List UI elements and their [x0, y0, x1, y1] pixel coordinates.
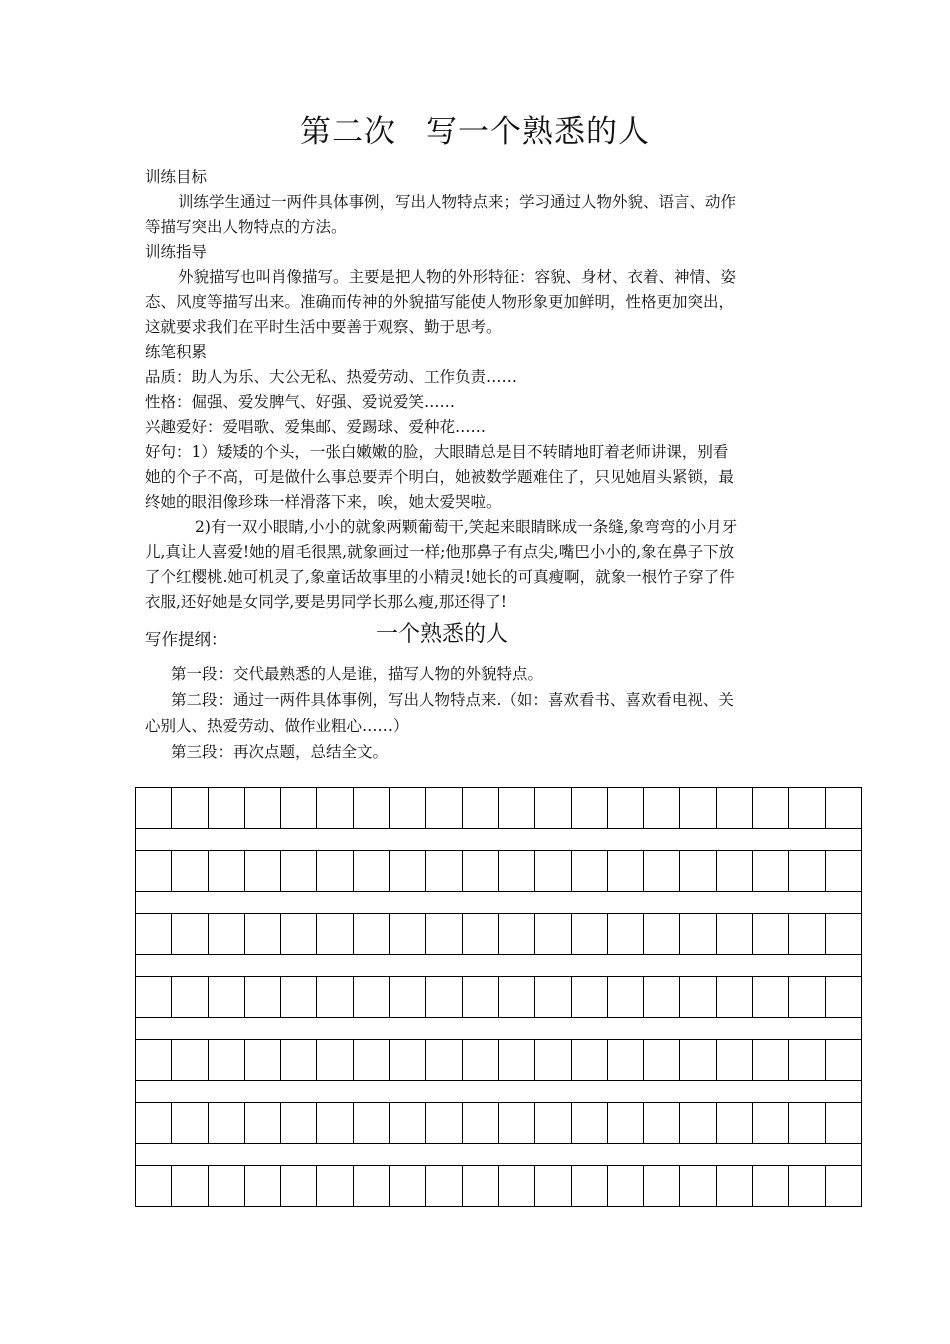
- outline-paragraph-2-cont: 心别人、热爱劳动、做作业粗心……）: [145, 717, 409, 735]
- grid-cell: [499, 1040, 535, 1080]
- grid-cell: [680, 1166, 716, 1206]
- good-sentence-line: 2)有一双小眼睛,小小的就象两颗葡萄干,笑起来眼睛眯成一条缝,象弯弯的小月牙: [195, 518, 738, 536]
- grid-cell: [680, 851, 716, 891]
- grid-row-gap: [135, 1018, 862, 1039]
- training-goal-line: 等描写突出人物特点的方法。: [145, 218, 347, 236]
- grid-cell: [245, 1103, 281, 1143]
- grid-cell: [172, 977, 208, 1017]
- grid-cell: [172, 788, 208, 828]
- grid-cell: [136, 1040, 172, 1080]
- grid-cell: [826, 1040, 861, 1080]
- grid-cell: [572, 914, 608, 954]
- grid-cell: [535, 851, 571, 891]
- grid-cell: [172, 1103, 208, 1143]
- training-guide-section: [145, 240, 808, 340]
- outline-paragraph-1: 第一段：交代最熟悉的人是谁，描写人物的外貌特点。: [171, 665, 544, 683]
- grid-cell: [789, 977, 825, 1017]
- grid-cell: [717, 977, 753, 1017]
- grid-row: [135, 976, 862, 1018]
- grid-cell: [390, 914, 426, 954]
- training-goal-line: 训练学生通过一两件具体事例，写出人物特点来；学习通过人物外貌、语言、动作: [178, 193, 737, 211]
- grid-cell: [572, 1166, 608, 1206]
- grid-cell: [209, 851, 245, 891]
- grid-cell: [136, 851, 172, 891]
- grid-cell: [789, 914, 825, 954]
- training-goal-section: [145, 165, 808, 240]
- grid-cell: [608, 788, 644, 828]
- grid-cell: [826, 851, 861, 891]
- quality-words: 品质：助人为乐、大公无私、热爱劳动、工作负责……: [145, 368, 518, 386]
- grid-cell: [499, 977, 535, 1017]
- grid-cell: [172, 1040, 208, 1080]
- outline-paragraph-2: 第二段：通过一两件具体事例，写出人物特点来.（如：喜欢看书、喜欢看电视、关: [171, 691, 734, 709]
- grid-cell: [463, 1103, 499, 1143]
- grid-cell: [717, 851, 753, 891]
- training-guide-line: 外貌描写也叫肖像描写。主要是把人物的外形特征：容貌、身材、衣着、神情、姿: [178, 268, 737, 286]
- grid-row: [135, 1102, 862, 1144]
- outline-label: 写作提纲：: [145, 630, 228, 649]
- training-guide-line: 态、风度等描写出来。准确而传神的外貌描写能使人物形象更加鲜明，性格更加突出，: [145, 293, 735, 311]
- good-sentence-line: 终她的眼泪像珍珠一样滑落下来，唉，她太爱哭啦。: [145, 493, 502, 511]
- grid-cell: [680, 1103, 716, 1143]
- grid-cell: [608, 851, 644, 891]
- grid-cell: [245, 788, 281, 828]
- grid-cell: [281, 1166, 317, 1206]
- grid-row: [135, 787, 862, 829]
- grid-cell: [317, 1166, 353, 1206]
- grid-row-gap: [135, 955, 862, 976]
- grid-cell: [535, 1040, 571, 1080]
- grid-cell: [535, 914, 571, 954]
- outline-title: 一个熟悉的人: [376, 622, 509, 647]
- grid-cell: [390, 1166, 426, 1206]
- grid-cell: [426, 1040, 462, 1080]
- grid-cell: [209, 1103, 245, 1143]
- grid-row: [135, 913, 862, 955]
- grid-row-gap: [135, 1081, 862, 1102]
- grid-cell: [426, 1166, 462, 1206]
- grid-cell: [390, 977, 426, 1017]
- grid-cell: [354, 977, 390, 1017]
- grid-cell: [136, 1103, 172, 1143]
- grid-cell: [789, 1166, 825, 1206]
- grid-cell: [680, 1040, 716, 1080]
- grid-cell: [317, 914, 353, 954]
- grid-cell: [572, 977, 608, 1017]
- grid-cell: [789, 788, 825, 828]
- training-guide-line: 这就要求我们在平时生活中要善于观察、勤于思考。: [145, 318, 502, 336]
- grid-cell: [717, 788, 753, 828]
- grid-cell: [680, 788, 716, 828]
- grid-cell: [281, 1040, 317, 1080]
- grid-cell: [426, 851, 462, 891]
- grid-cell: [789, 1040, 825, 1080]
- good-sentence-line: 好句：1）矮矮的个头，一张白嫩嫩的脸，大眼睛总是目不转睛地盯着老师讲课，别看: [145, 443, 729, 461]
- grid-cell: [753, 788, 789, 828]
- grid-row-gap: [135, 1144, 862, 1165]
- good-sentence-line: 了个红樱桃.她可机灵了,象童话故事里的小精灵!她长的可真瘦啊，就象一根竹子穿了件: [145, 568, 735, 586]
- grid-cell: [499, 788, 535, 828]
- grid-cell: [172, 851, 208, 891]
- grid-cell: [644, 788, 680, 828]
- grid-cell: [209, 1040, 245, 1080]
- grid-cell: [354, 851, 390, 891]
- grid-cell: [209, 977, 245, 1017]
- grid-cell: [644, 977, 680, 1017]
- grid-cell: [535, 788, 571, 828]
- grid-cell: [172, 914, 208, 954]
- training-goal-heading: 训练目标: [145, 168, 208, 186]
- grid-cell: [753, 977, 789, 1017]
- grid-cell: [572, 788, 608, 828]
- grid-cell: [354, 914, 390, 954]
- grid-cell: [644, 1103, 680, 1143]
- grid-cell: [390, 1103, 426, 1143]
- grid-cell: [354, 1166, 390, 1206]
- grid-cell: [463, 851, 499, 891]
- grid-cell: [608, 1040, 644, 1080]
- grid-cell: [826, 788, 861, 828]
- grid-cell: [717, 1103, 753, 1143]
- grid-row: [135, 1165, 862, 1207]
- grid-cell: [281, 788, 317, 828]
- grid-cell: [608, 914, 644, 954]
- grid-cell: [245, 977, 281, 1017]
- grid-cell: [535, 1103, 571, 1143]
- grid-cell: [136, 914, 172, 954]
- grid-row: [135, 850, 862, 892]
- grid-cell: [463, 1040, 499, 1080]
- grid-cell: [209, 1166, 245, 1206]
- grid-cell: [644, 1040, 680, 1080]
- grid-cell: [608, 1166, 644, 1206]
- grid-cell: [463, 788, 499, 828]
- grid-cell: [136, 977, 172, 1017]
- grid-cell: [281, 914, 317, 954]
- grid-cell: [390, 788, 426, 828]
- hobby-words: 兴趣爱好：爱唱歌、爱集邮、爱踢球、爱种花……: [145, 418, 487, 436]
- practice-section: [145, 340, 808, 615]
- grid-cell: [644, 914, 680, 954]
- grid-cell: [317, 977, 353, 1017]
- grid-cell: [245, 851, 281, 891]
- grid-cell: [608, 1103, 644, 1143]
- grid-cell: [354, 788, 390, 828]
- grid-cell: [426, 977, 462, 1017]
- grid-cell: [281, 851, 317, 891]
- page-title: [0, 106, 950, 151]
- grid-row-gap: [135, 892, 862, 913]
- grid-cell: [463, 1166, 499, 1206]
- grid-cell: [281, 1103, 317, 1143]
- grid-cell: [245, 914, 281, 954]
- practice-heading: 练笔积累: [145, 343, 208, 361]
- grid-cell: [753, 1040, 789, 1080]
- grid-cell: [789, 1103, 825, 1143]
- grid-cell: [753, 851, 789, 891]
- grid-cell: [826, 1166, 861, 1206]
- grid-cell: [789, 851, 825, 891]
- grid-cell: [209, 914, 245, 954]
- grid-cell: [753, 1103, 789, 1143]
- grid-cell: [499, 914, 535, 954]
- good-sentence-line: 儿,真让人喜爱!她的眉毛很黑,就象画过一样;他那鼻子有点尖,嘴巴小小的,象在鼻子下放: [145, 543, 735, 561]
- title-lesson: 第二次: [300, 114, 396, 150]
- grid-cell: [572, 851, 608, 891]
- grid-cell: [499, 1103, 535, 1143]
- grid-cell: [644, 851, 680, 891]
- grid-cell: [390, 851, 426, 891]
- grid-cell: [572, 1103, 608, 1143]
- grid-cell: [354, 1103, 390, 1143]
- grid-cell: [281, 977, 317, 1017]
- grid-cell: [717, 914, 753, 954]
- grid-cell: [390, 1040, 426, 1080]
- grid-cell: [317, 1103, 353, 1143]
- outline-paragraph-3: 第三段：再次点题，总结全文。: [171, 743, 389, 761]
- grid-cell: [644, 1166, 680, 1206]
- grid-cell: [535, 1166, 571, 1206]
- grid-cell: [753, 914, 789, 954]
- grid-cell: [680, 914, 716, 954]
- grid-cell: [209, 788, 245, 828]
- grid-cell: [317, 1040, 353, 1080]
- grid-cell: [753, 1166, 789, 1206]
- title-topic: 写一个熟悉的人: [426, 114, 650, 150]
- character-words: 性格：倔强、爱发脾气、好强、爱说爱笑……: [145, 393, 456, 411]
- grid-cell: [245, 1040, 281, 1080]
- grid-cell: [826, 914, 861, 954]
- grid-cell: [172, 1166, 208, 1206]
- grid-cell: [426, 914, 462, 954]
- grid-cell: [535, 977, 571, 1017]
- grid-cell: [572, 1040, 608, 1080]
- grid-cell: [499, 851, 535, 891]
- grid-cell: [717, 1166, 753, 1206]
- good-sentence-line: 她的个子不高，可是做什么事总要弄个明白，她被数学题难住了，只见她眉头紧锁，最: [145, 468, 735, 486]
- grid-cell: [354, 1040, 390, 1080]
- grid-cell: [463, 914, 499, 954]
- grid-cell: [680, 977, 716, 1017]
- grid-row-gap: [135, 829, 862, 850]
- grid-cell: [826, 1103, 861, 1143]
- grid-cell: [136, 788, 172, 828]
- writing-grid: [135, 787, 862, 1207]
- grid-cell: [426, 1103, 462, 1143]
- good-sentence-line: 衣服,还好她是女同学,要是男同学长那么瘦,那还得了!: [145, 593, 508, 611]
- grid-cell: [717, 1040, 753, 1080]
- outline-section: [145, 661, 808, 765]
- grid-cell: [245, 1166, 281, 1206]
- grid-cell: [608, 977, 644, 1017]
- training-guide-heading: 训练指导: [145, 243, 208, 261]
- grid-cell: [136, 1166, 172, 1206]
- grid-cell: [317, 788, 353, 828]
- grid-cell: [317, 851, 353, 891]
- grid-cell: [426, 788, 462, 828]
- grid-cell: [826, 977, 861, 1017]
- grid-row: [135, 1039, 862, 1081]
- grid-cell: [499, 1166, 535, 1206]
- grid-cell: [463, 977, 499, 1017]
